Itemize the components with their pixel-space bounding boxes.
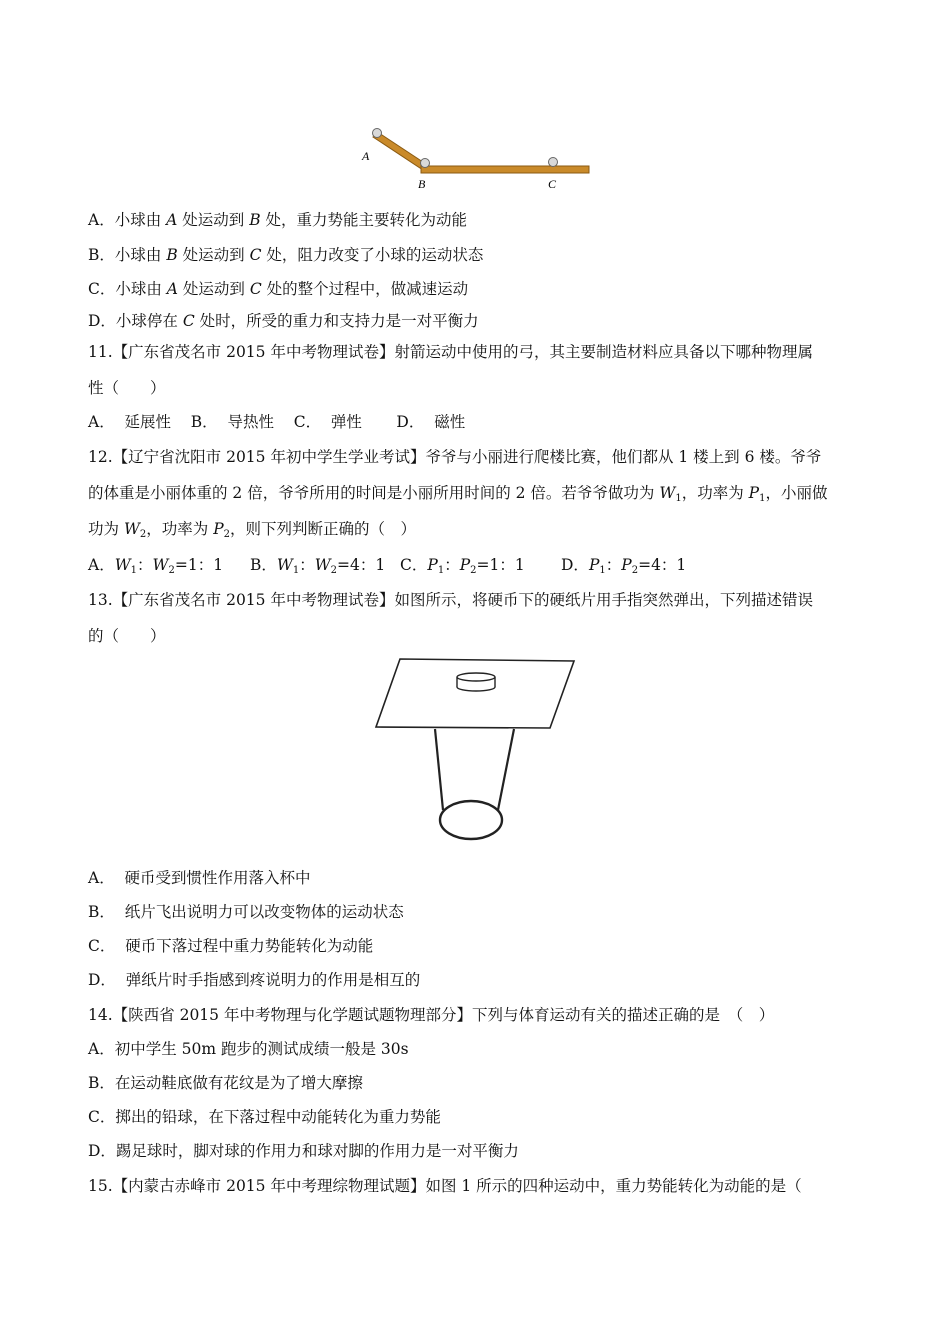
q14-option-b: B．在运动鞋底做有花纹是为了增大摩擦 [88, 1074, 363, 1092]
ball-c [549, 158, 558, 167]
q14-stem-line1: 14.【陕西省 2015 年中考物理与化学题试题物理部分】下列与体育运动有关的描述正确的是 （ ） [88, 1006, 775, 1024]
q13-option-c: C． 硬币下落过程中重力势能转化为动能 [88, 937, 374, 955]
q10-option-a: A．小球由 A 处运动到 B 处，重力势能主要转化为动能 [88, 211, 468, 229]
q12-stem-line1: 12.【辽宁省沈阳市 2015 年初中学生学业考试】爷爷与小丽进行爬楼比赛，他们都从 1 楼上到 6 楼。爷爷 [88, 448, 822, 466]
q10-option-b: B．小球由 B 处运动到 C 处，阻力改变了小球的运动状态 [88, 246, 484, 264]
q11-options: A． 延展性 B． 导热性 C． 弹性 D． 磁性 [88, 413, 466, 431]
ramp-figure [355, 122, 600, 194]
q12-option-a: A．$W_1$：$W_2=1$：1 [88, 556, 224, 576]
q15-stem-line1: 15.【内蒙古赤峰市 2015 年中考理综物理试题】如图 1 所示的四种运动中，重力势能转化为动能的是（ [88, 1177, 802, 1195]
q13-option-a: A． 硬币受到惯性作用落入杯中 [88, 869, 311, 887]
label-a: A [362, 149, 370, 163]
q14-option-c: C．掷出的铅球，在下落过程中动能转化为重力势能 [88, 1108, 441, 1126]
q13-stem-line1: 13.【广东省茂名市 2015 年中考物理试卷】如图所示，将硬币下的硬纸片用手指突然弹出，下列描述错误 [88, 591, 813, 609]
q13-option-b: B． 纸片飞出说明力可以改变物体的运动状态 [88, 903, 404, 921]
q13-option-d: D． 弹纸片时手指感到疼说明力的作用是相互的 [88, 971, 421, 989]
q10-option-c: C．小球由 A 处运动到 C 处的整个过程中，做减速运动 [88, 280, 469, 298]
q14-option-a: A．初中学生 50m 跑步的测试成绩一般是 30s [88, 1040, 409, 1058]
q14-option-d: D．踢足球时，脚对球的作用力和球对脚的作用力是一对平衡力 [88, 1142, 519, 1160]
cup-right-wall [498, 729, 514, 810]
q11-stem-line2: 性（ ） [88, 379, 166, 397]
q12-option-c: C．$P_1$：$P_2=1$：1 [400, 556, 525, 576]
q10-option-d: D．小球停在 C 处时，所受的重力和支持力是一对平衡力 [88, 312, 479, 330]
coin-card-cup-figure [370, 655, 580, 845]
q12-option-d: D．$P_1$：$P_2=4$：1 [561, 556, 687, 576]
ball-a [373, 129, 382, 138]
label-b: B [418, 177, 426, 191]
q12-option-b: B．$W_1$：$W_2=4$：1 [250, 556, 386, 576]
paper-card [376, 659, 574, 728]
ball-b [421, 159, 430, 168]
cup-left-wall [435, 729, 443, 810]
label-c: C [548, 177, 557, 191]
ramp-track [421, 166, 589, 173]
coin-top [457, 673, 495, 681]
q13-stem-line2: 的（ ） [88, 627, 166, 645]
q12-stem-line2: 的体重是小丽体重的 2 倍，爷爷所用的时间是小丽所用时间的 2 倍。若爷爷做功为 $W_1$，功率为 $P_1$，小丽做 [88, 484, 828, 504]
q11-stem-line1: 11.【广东省茂名市 2015 年中考物理试卷】射箭运动中使用的弓，其主要制造材料应具备以下哪种物理属 [88, 343, 813, 361]
q12-stem-line3: 功为 $W_2$，功率为 $P_2$，则下列判断正确的（ ） [88, 520, 417, 540]
cup-base [440, 801, 502, 839]
